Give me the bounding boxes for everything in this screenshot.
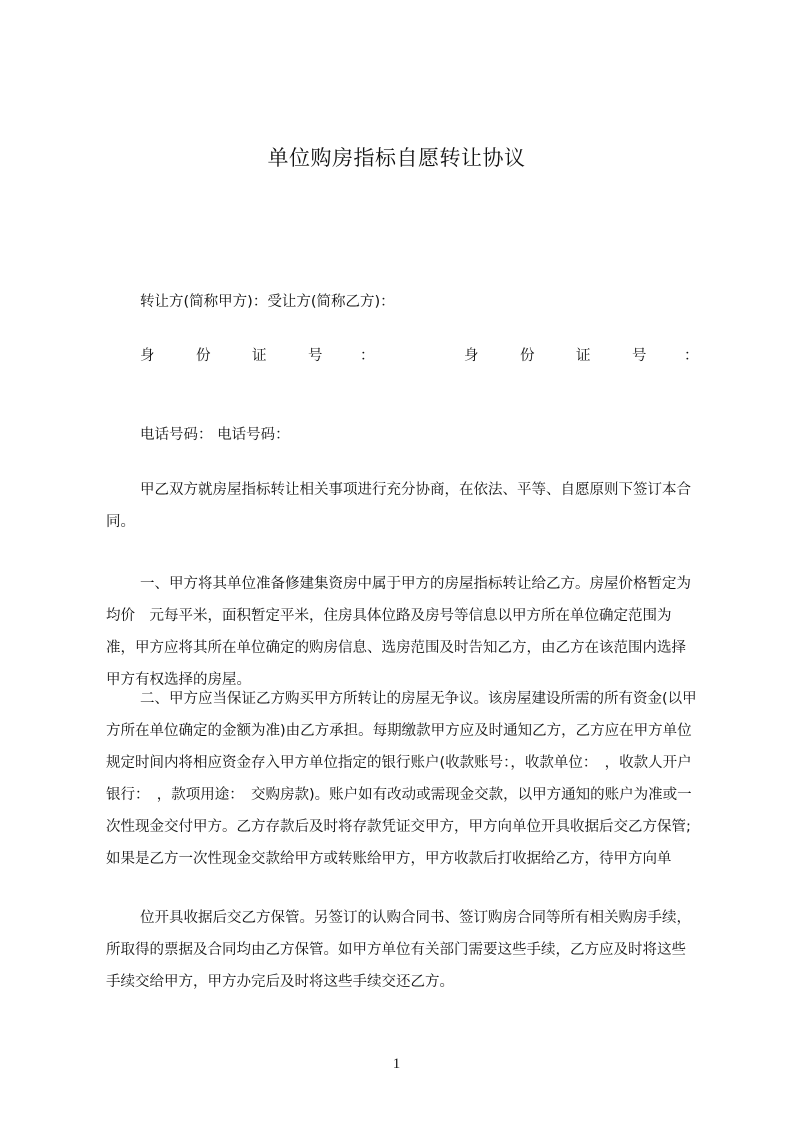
id-char: 身 — [140, 348, 155, 364]
id-char: ： — [360, 348, 375, 364]
id-char: ： — [684, 348, 699, 364]
id-char: 份 — [520, 348, 535, 364]
paragraph-intro: 甲乙双方就房屋指标转让相关事项进行充分协商，在依法、平等、自愿原则下签订本合同。 — [106, 482, 691, 530]
paragraph-clause-2-continued: 位开具收据后交乙方保管。另签订的认购合同书、签订购房合同等所有相关购房手续，所取得的票据及合同均由乙方保管。如甲方单位有关部门需要这些手续，乙方应及时将这些手续交给甲方，甲方办完后及时将这些手续交还乙方。 — [106, 910, 691, 990]
id-char: 号 — [632, 348, 647, 364]
id-char: 证 — [576, 348, 591, 364]
document-title: 单位购房指标自愿转让协议 — [267, 146, 526, 170]
id-char: 号 — [308, 348, 323, 364]
paragraph-clause-2: 二、甲方应当保证乙方购买甲方所转让的房屋无争议。该房屋建设所需的所有资金(以甲方所在单位确定的金额为准)由乙方承担。每期缴款甲方应及时通知乙方，乙方应在甲方单位规定时间内将相应资金存入甲方单位指定的银行账户(收款账号：，收款单位： ，收款人开户银行： ，款项用途： 交购房款)。账户如有改动或需现金交款，以甲方通知的账户为准或一次性现金交付甲方。乙方存款后及时将存款凭证交甲方，甲方向单位开具收据后交乙方保管;如果是乙方一次性现金交款给甲方或转账给甲方，甲方收款后打收据给乙方，待甲方向单 — [106, 691, 697, 867]
paragraph-clause-1: 一、甲方将其单位准备修建集资房中属于甲方的房屋指标转让给乙方。房屋价格暂定为均价 元每平米，面积暂定平米，住房具体位路及房号等信息以甲方所在单位确定范围为准，甲方应将其所在单位确定的购房信息、选房范围及时告知乙方，由乙方在该范围内选择甲方有权选择的房屋。 — [106, 576, 691, 688]
id-char: 份 — [196, 348, 211, 364]
id-char: 身 — [464, 348, 479, 364]
id-number-row — [106, 344, 700, 366]
parties-line: 转让方(简称甲方)：受让方(简称乙方)： — [140, 294, 395, 310]
phone-line: 电话号码： 电话号码： — [140, 427, 290, 443]
page-number: 1 — [392, 1056, 401, 1072]
id-char: 证 — [252, 348, 267, 364]
